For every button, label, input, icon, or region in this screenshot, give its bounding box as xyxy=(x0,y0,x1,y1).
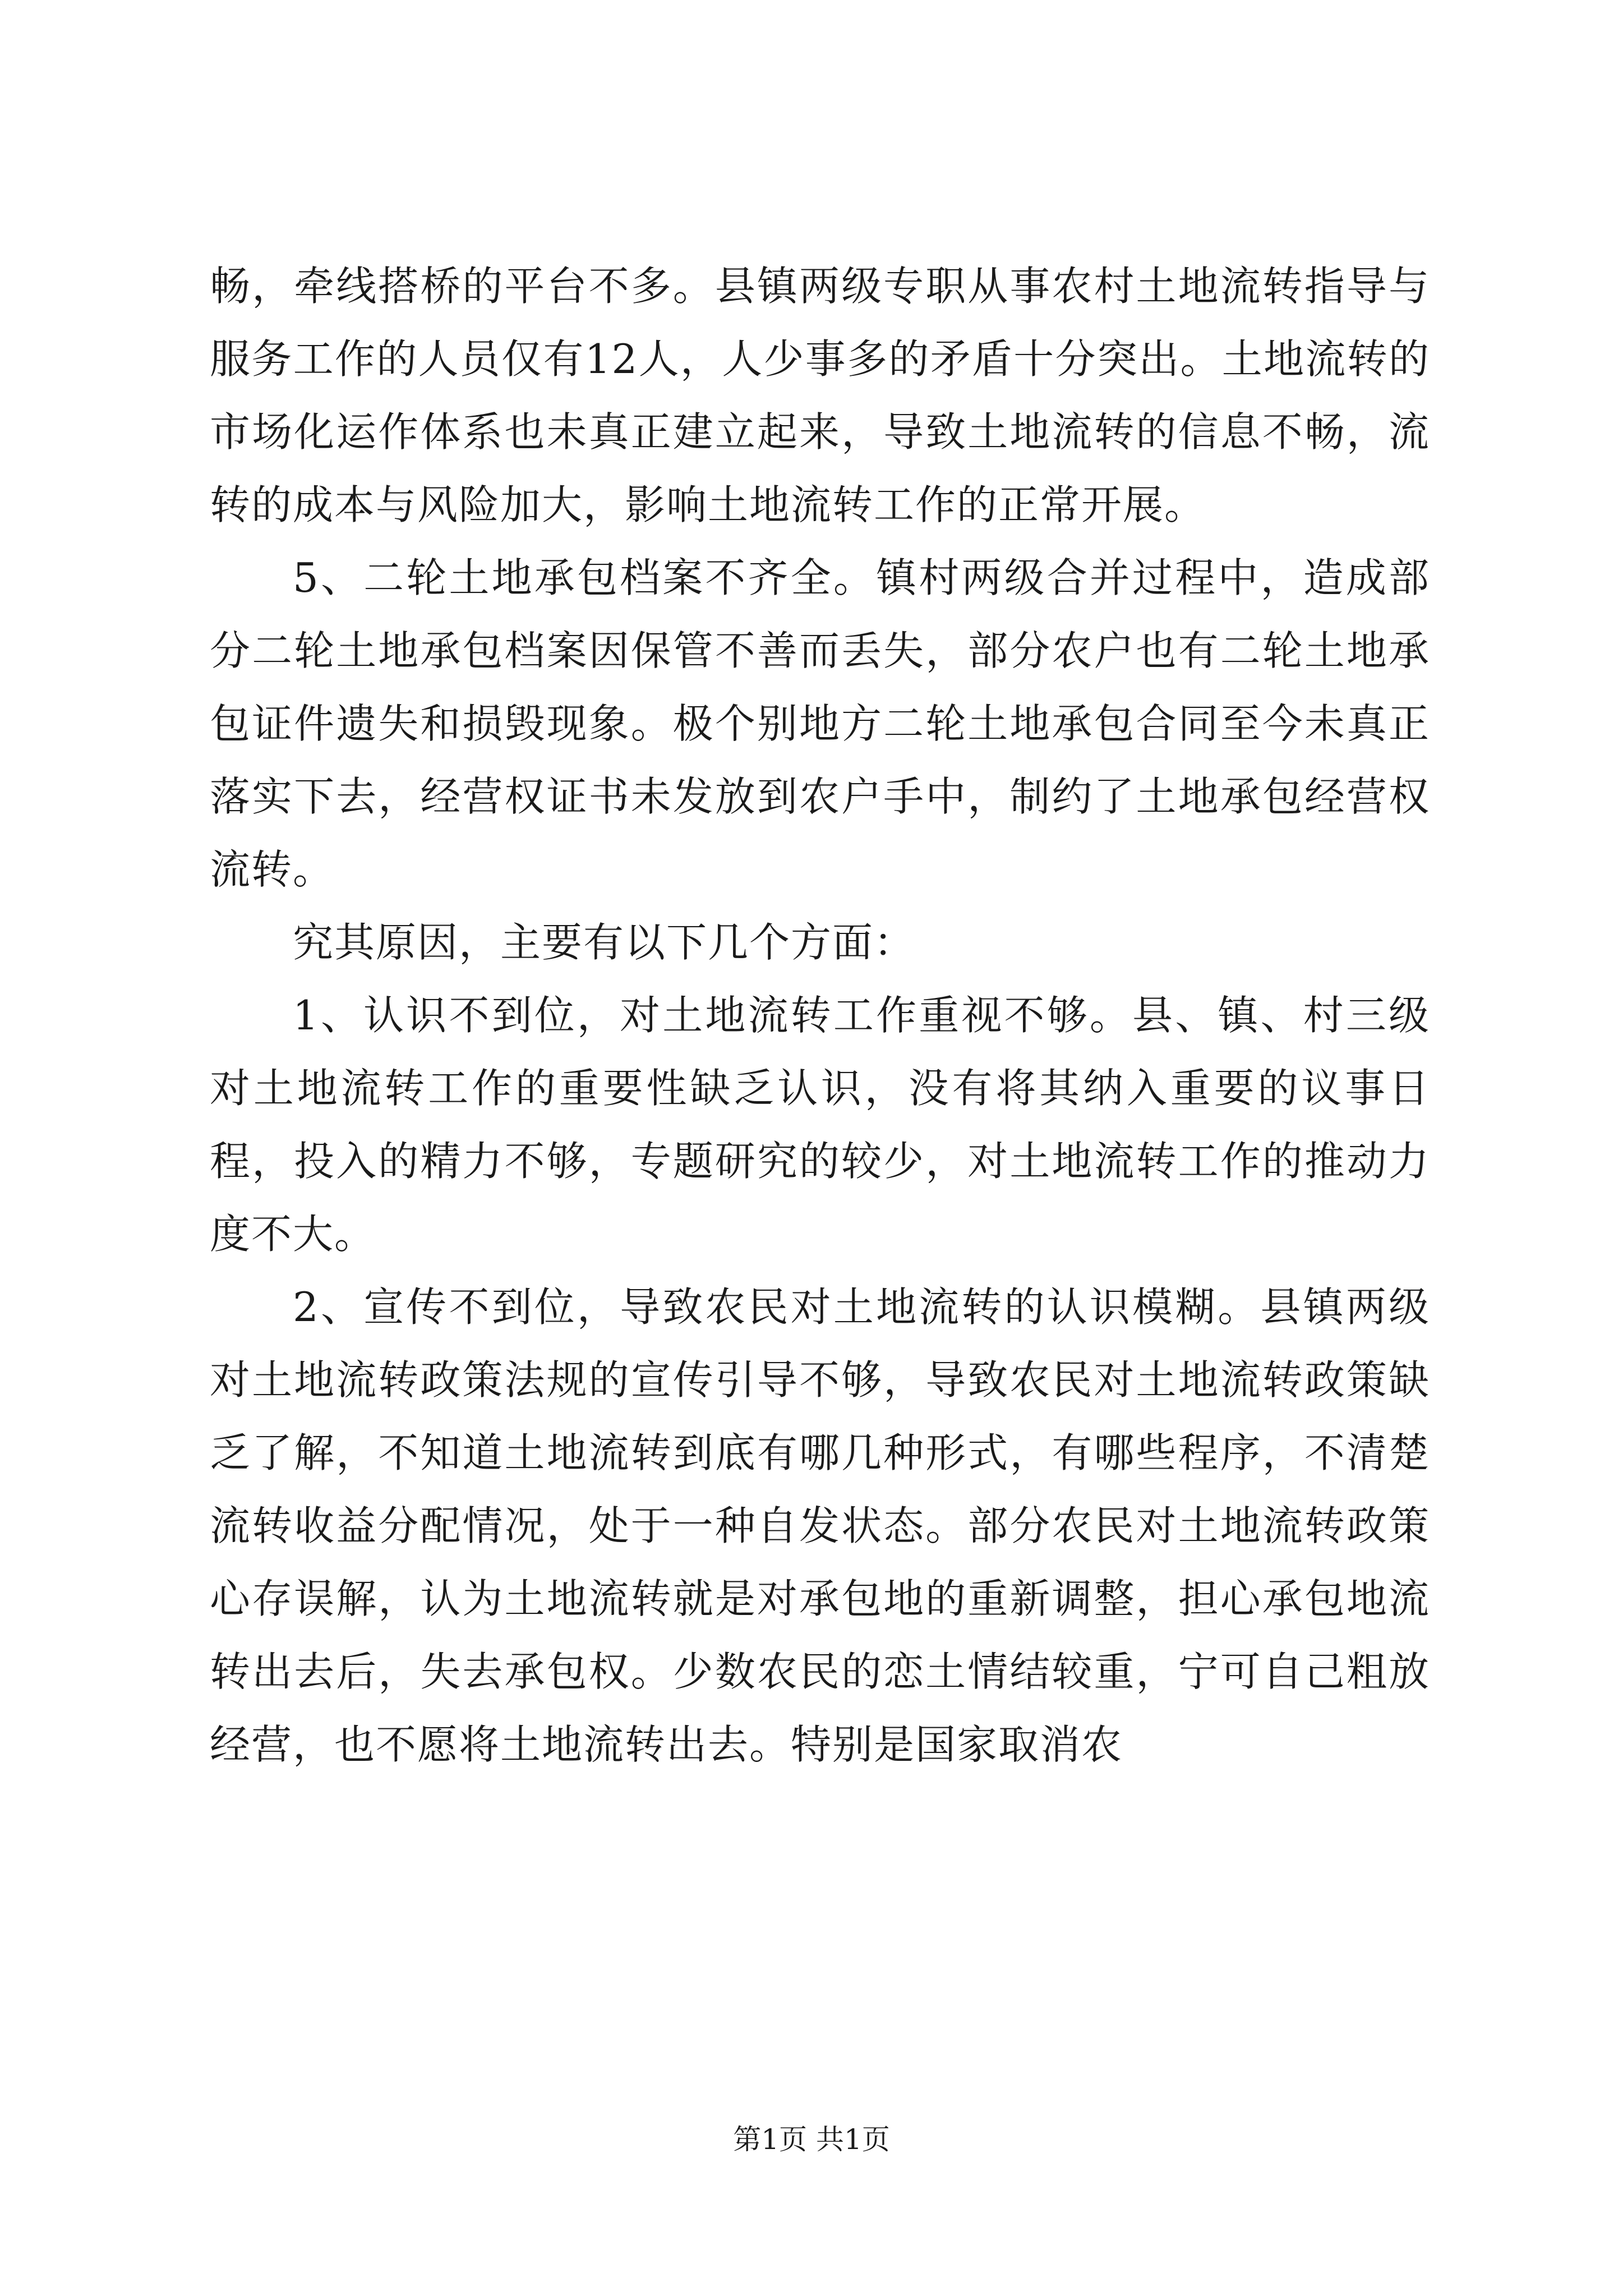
page-footer xyxy=(0,2123,1623,2156)
paragraph-continued: 畅，牵线搭桥的平台不多。县镇两级专职从事农村土地流转指导与服务工作的人员仅有12人，人少事多的矛盾十分突出。土地流转的市场化运作体系也未真正建立起来，导致土地流转的信息不畅，流转的成本与风险加大，影响土地流转工作的正常开展。 xyxy=(210,263,1430,528)
paragraph-cause-2: 2、宣传不到位，导致农民对土地流转的认识模糊。县镇两级对土地流转政策法规的宣传引导不够，导致农民对土地流转政策缺乏了解，不知道土地流转到底有哪几种形式，有哪些程序，不清楚流转收益分配情况，处于一种自发状态。部分农民对土地流转政策心存误解，认为土地流转就是对承包地的重新调整，担心承包地流转出去后，失去承包权。少数农民的恋土情结较重，宁可自己粗放经营，也不愿将土地流转出去。特别是国家取消农 xyxy=(210,1283,1430,1768)
paragraph-item-5: 5、二轮土地承包档案不齐全。镇村两级合并过程中，造成部分二轮土地承包档案因保管不善而丢失，部分农户也有二轮土地承包证件遗失和损毁现象。极个别地方二轮土地承包合同至今未真正落实下去，经营权证书未发放到农户手中，制约了土地承包经营权流转。 xyxy=(210,554,1430,893)
paragraph-cause-1: 1、认识不到位，对土地流转工作重视不够。县、镇、村三级对土地流转工作的重要性缺乏认识，没有将其纳入重要的议事日程，投入的精力不够，专题研究的较少，对土地流转工作的推动力度不大。 xyxy=(210,992,1430,1258)
document-body xyxy=(210,250,1430,1781)
paragraph-causes-intro: 究其原因，主要有以下几个方面： xyxy=(293,919,916,966)
page-number: 第1页 共1页 xyxy=(733,2123,890,2156)
